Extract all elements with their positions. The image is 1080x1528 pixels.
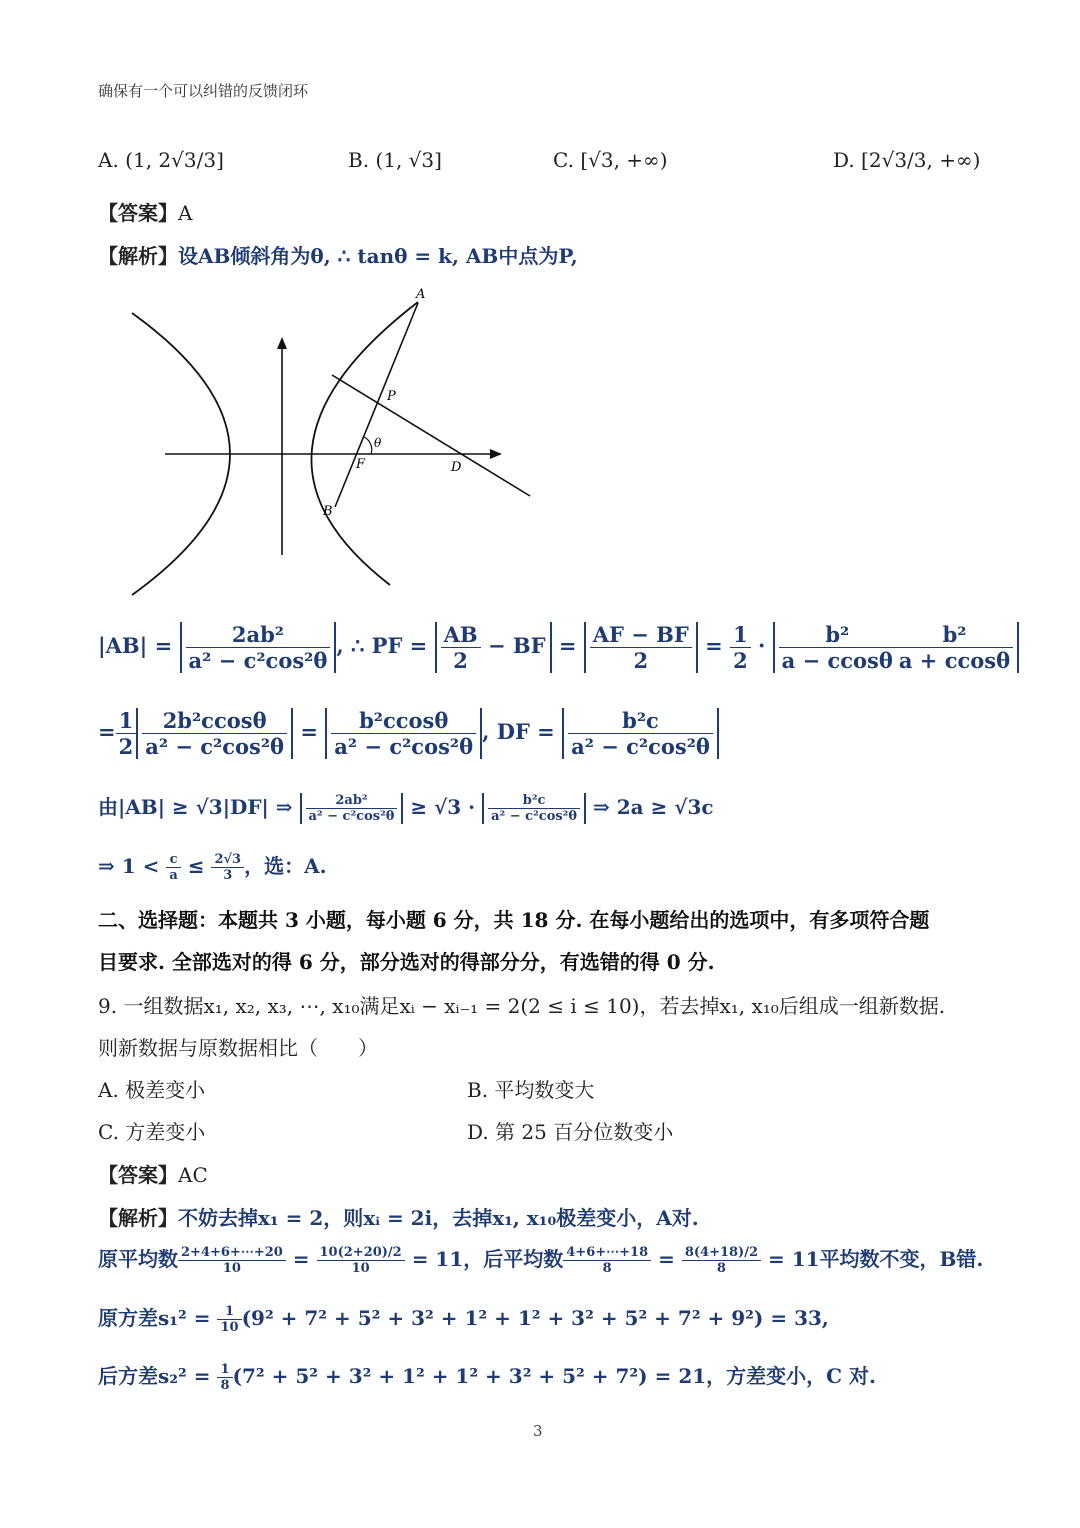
perpendicular-bisector: [332, 375, 530, 496]
q9-variance-1: [98, 1302, 829, 1335]
frac-denominator: a² − c²cos²θ: [491, 809, 578, 824]
variance1-prefix: 原方差s₁² =: [98, 1306, 211, 1330]
two-root3-over-3: [211, 852, 244, 883]
frac-numerator: b²c: [488, 793, 580, 809]
ab-length-label: |AB| =: [98, 633, 173, 658]
frac-denominator: 2: [453, 648, 468, 673]
frac-numerator: 2ab²: [306, 793, 398, 809]
variance2-prefix: 后方差s₂² =: [98, 1364, 211, 1388]
mean-frac-2: [317, 1245, 405, 1276]
equals: =: [98, 719, 116, 744]
option-text: [2√3/3, +∞): [861, 148, 981, 172]
derivation-line-4: [98, 850, 327, 883]
label-theta: θ: [374, 436, 382, 450]
line4-end: ，选：A.: [244, 854, 327, 878]
equals: =: [705, 633, 723, 658]
equals: =: [658, 1247, 675, 1271]
minus-bf: − BF: [487, 633, 546, 658]
q9-option-d: D. 第 25 百分位数变小: [467, 1120, 674, 1144]
derivation-line-2: [98, 708, 719, 759]
line3-end: ⇒ 2a ≥ √3c: [593, 795, 714, 819]
frac-denominator: 3: [223, 868, 233, 883]
label-a: A: [416, 287, 426, 302]
line4-start: ⇒ 1 <: [98, 854, 160, 878]
frac-numerator: b²: [779, 622, 896, 648]
variance2-frac: [217, 1362, 232, 1393]
frac-numerator: 2√3: [211, 852, 244, 868]
frac-denominator: 10: [220, 1320, 239, 1335]
section2-line2: 目要求. 全部选对的得 6 分，部分选对的得部分分，有选错的得 0 分.: [98, 950, 715, 974]
answer-tag: 【答案】: [98, 1163, 178, 1187]
abs-bar: [482, 793, 586, 824]
label-f: F: [356, 457, 366, 472]
q8-answer: [98, 197, 192, 226]
frac-denominator: 2: [733, 648, 748, 673]
option-label: B.: [348, 148, 370, 172]
frac-denominator: a² − c²cos²θ: [571, 734, 710, 759]
line3-prefix: 由|AB| ≥ √3|DF| ⇒: [98, 795, 293, 819]
frac-denominator: 2: [118, 734, 134, 759]
option-text: [√3, +∞): [580, 148, 668, 172]
q9-option-b: B. 平均数变大: [467, 1078, 595, 1102]
variance1-frac: [217, 1304, 241, 1335]
q9-stem-2: 则新数据与原数据相比（ ）: [98, 1036, 378, 1060]
derivation-line-3: [98, 791, 714, 824]
half-fraction: [116, 708, 137, 759]
frac-numerator: 4+6+⋯+18: [563, 1245, 651, 1261]
q8-analysis: [98, 240, 578, 269]
frac-numerator: 2+4+6+⋯+20: [178, 1245, 286, 1261]
frac-denominator: 8: [716, 1261, 726, 1276]
analysis-intro: 设AB倾斜角为θ, ∴ tanθ = k, AB中点为P,: [178, 244, 578, 268]
q9-answer: [98, 1159, 208, 1188]
q9-option-a: A. 极差变小: [98, 1078, 206, 1102]
frac-numerator: 1: [217, 1362, 232, 1378]
equals: =: [292, 1247, 310, 1271]
page-number: 3: [533, 1422, 543, 1440]
frac-numerator: 2ab²: [186, 622, 331, 648]
q8-option-b: [348, 148, 442, 172]
option-text: (1, √3]: [375, 148, 442, 172]
abs-bar: [435, 622, 552, 673]
abs-bar: [562, 708, 719, 759]
abs-bar: [136, 708, 293, 759]
frac-numerator: c: [166, 852, 180, 868]
variance1-body: (9² + 7² + 5² + 3² + 1² + 1² + 3² + 5² + 7² + 9²) = 33,: [241, 1306, 829, 1330]
frac-numerator: 1: [116, 708, 137, 734]
frac-numerator: 10(2+20)/2: [317, 1245, 405, 1261]
frac-denominator: 10: [222, 1261, 241, 1276]
abs-bar: [773, 622, 1019, 673]
frac-denominator: 2: [633, 648, 649, 673]
q8-option-c: [553, 148, 668, 172]
mean-frac-4: [682, 1245, 761, 1276]
pf-label: , ∴ PF =: [336, 633, 428, 658]
variance2-body: (7² + 5² + 3² + 1² + 1² + 3² + 5² + 7²) = 21，方差变小，C 对.: [232, 1364, 876, 1388]
hyperbola-right-branch: [311, 302, 418, 585]
theta-arc: [364, 437, 372, 454]
frac-numerator: b²c: [568, 708, 713, 734]
line3-mid: ≥ √3 ·: [410, 795, 476, 819]
label-p: P: [387, 389, 396, 404]
option-label: D.: [833, 148, 855, 172]
option-label: A.: [98, 148, 119, 172]
mean-prefix: 原平均数: [98, 1247, 178, 1271]
label-d: D: [451, 460, 462, 475]
answer-value: AC: [178, 1163, 208, 1187]
c-over-a: [166, 852, 180, 883]
answer-tag: 【答案】: [98, 201, 178, 225]
frac-numerator: 8(4+18)/2: [682, 1245, 761, 1261]
chord-ab: [335, 303, 418, 507]
hyperbola-figure: [128, 283, 548, 603]
q9-mean-line: [98, 1243, 983, 1276]
label-b: B: [323, 504, 333, 519]
frac-numerator: 1: [217, 1304, 241, 1320]
section2-line1: 二、选择题：本题共 3 小题，每小题 6 分，共 18 分. 在每小题给出的选项中，有多项符合题: [98, 908, 930, 932]
analysis-tag: 【解析】: [98, 1206, 178, 1230]
y-axis-arrow: [277, 337, 287, 349]
le-symbol: ≤: [187, 854, 205, 878]
mean-result-2: = 11平均数不变，B错.: [767, 1247, 984, 1271]
frac-denominator: a² − c²cos²θ: [188, 648, 328, 673]
frac-denominator: a² − c²cos²θ: [308, 809, 395, 824]
analysis-tag: 【解析】: [98, 244, 178, 268]
frac-denominator: 8: [602, 1261, 612, 1276]
mean-frac-3: [563, 1245, 651, 1276]
frac-denominator: a + ccosθ: [898, 648, 1011, 673]
frac-denominator: 8: [220, 1378, 230, 1393]
mean-result-1: = 11，后平均数: [411, 1247, 564, 1271]
frac-denominator: a² − c²cos²θ: [145, 734, 285, 759]
equals: =: [300, 719, 318, 744]
frac-numerator: b²: [896, 622, 1013, 648]
header-text: 确保有一个可以纠错的反馈闭环: [98, 82, 309, 100]
mean-frac-1: [178, 1245, 286, 1276]
q9-variance-2: [98, 1360, 876, 1393]
frac-numerator: AB: [441, 622, 481, 648]
option-label: C.: [553, 148, 574, 172]
analysis-line-1: 不妨去掉x₁ = 2，则xᵢ = 2i，去掉x₁, x₁₀极差变小，A对.: [178, 1206, 699, 1230]
q9-analysis: [98, 1202, 699, 1231]
q8-option-a: [98, 148, 224, 172]
q9-stem-1: 9. 一组数据x₁, x₂, x₃, ⋯, x₁₀满足xᵢ − xᵢ₋₁ = 2(2 ≤ i ≤ 10)，若去掉x₁, x₁₀后组成一组新数据.: [98, 994, 946, 1018]
abs-bar: [180, 622, 337, 673]
q9-option-c: C. 方差变小: [98, 1120, 206, 1144]
frac-numerator: 2b²ccosθ: [142, 708, 287, 734]
abs-bar: [584, 622, 698, 673]
df-label: , DF =: [482, 719, 555, 744]
frac-numerator: b²ccosθ: [331, 708, 476, 734]
frac-denominator: a − ccosθ: [781, 648, 893, 673]
half-fraction: [730, 622, 751, 673]
frac-denominator: a² − c²cos²θ: [334, 734, 474, 759]
frac-denominator: 10: [351, 1261, 370, 1276]
answer-value: A: [178, 201, 193, 225]
abs-bar: [300, 793, 404, 824]
derivation-line-1: |AB| = $\frac{\text{2ab²}}{\text{a² − c²cos²θ}}$ , ∴ PF = $\frac{AB}{2}$ − BF = $\frac{AF - BF}{2}$ = $\frac{1}{2}$ · $\frac{\text{b²}}{a - ccos\theta}$ $\frac{\text{b²}}{a + ccos\theta}$: [98, 622, 1019, 673]
x-axis-arrow: [490, 449, 502, 459]
frac-denominator: a: [169, 868, 178, 883]
abs-bar: [325, 708, 482, 759]
frac-numerator: 1: [730, 622, 751, 648]
q8-option-d: [833, 148, 980, 172]
option-text: (1, 2√3/3]: [125, 148, 224, 172]
frac-numerator: AF − BF: [590, 622, 692, 648]
equals: =: [558, 633, 577, 658]
